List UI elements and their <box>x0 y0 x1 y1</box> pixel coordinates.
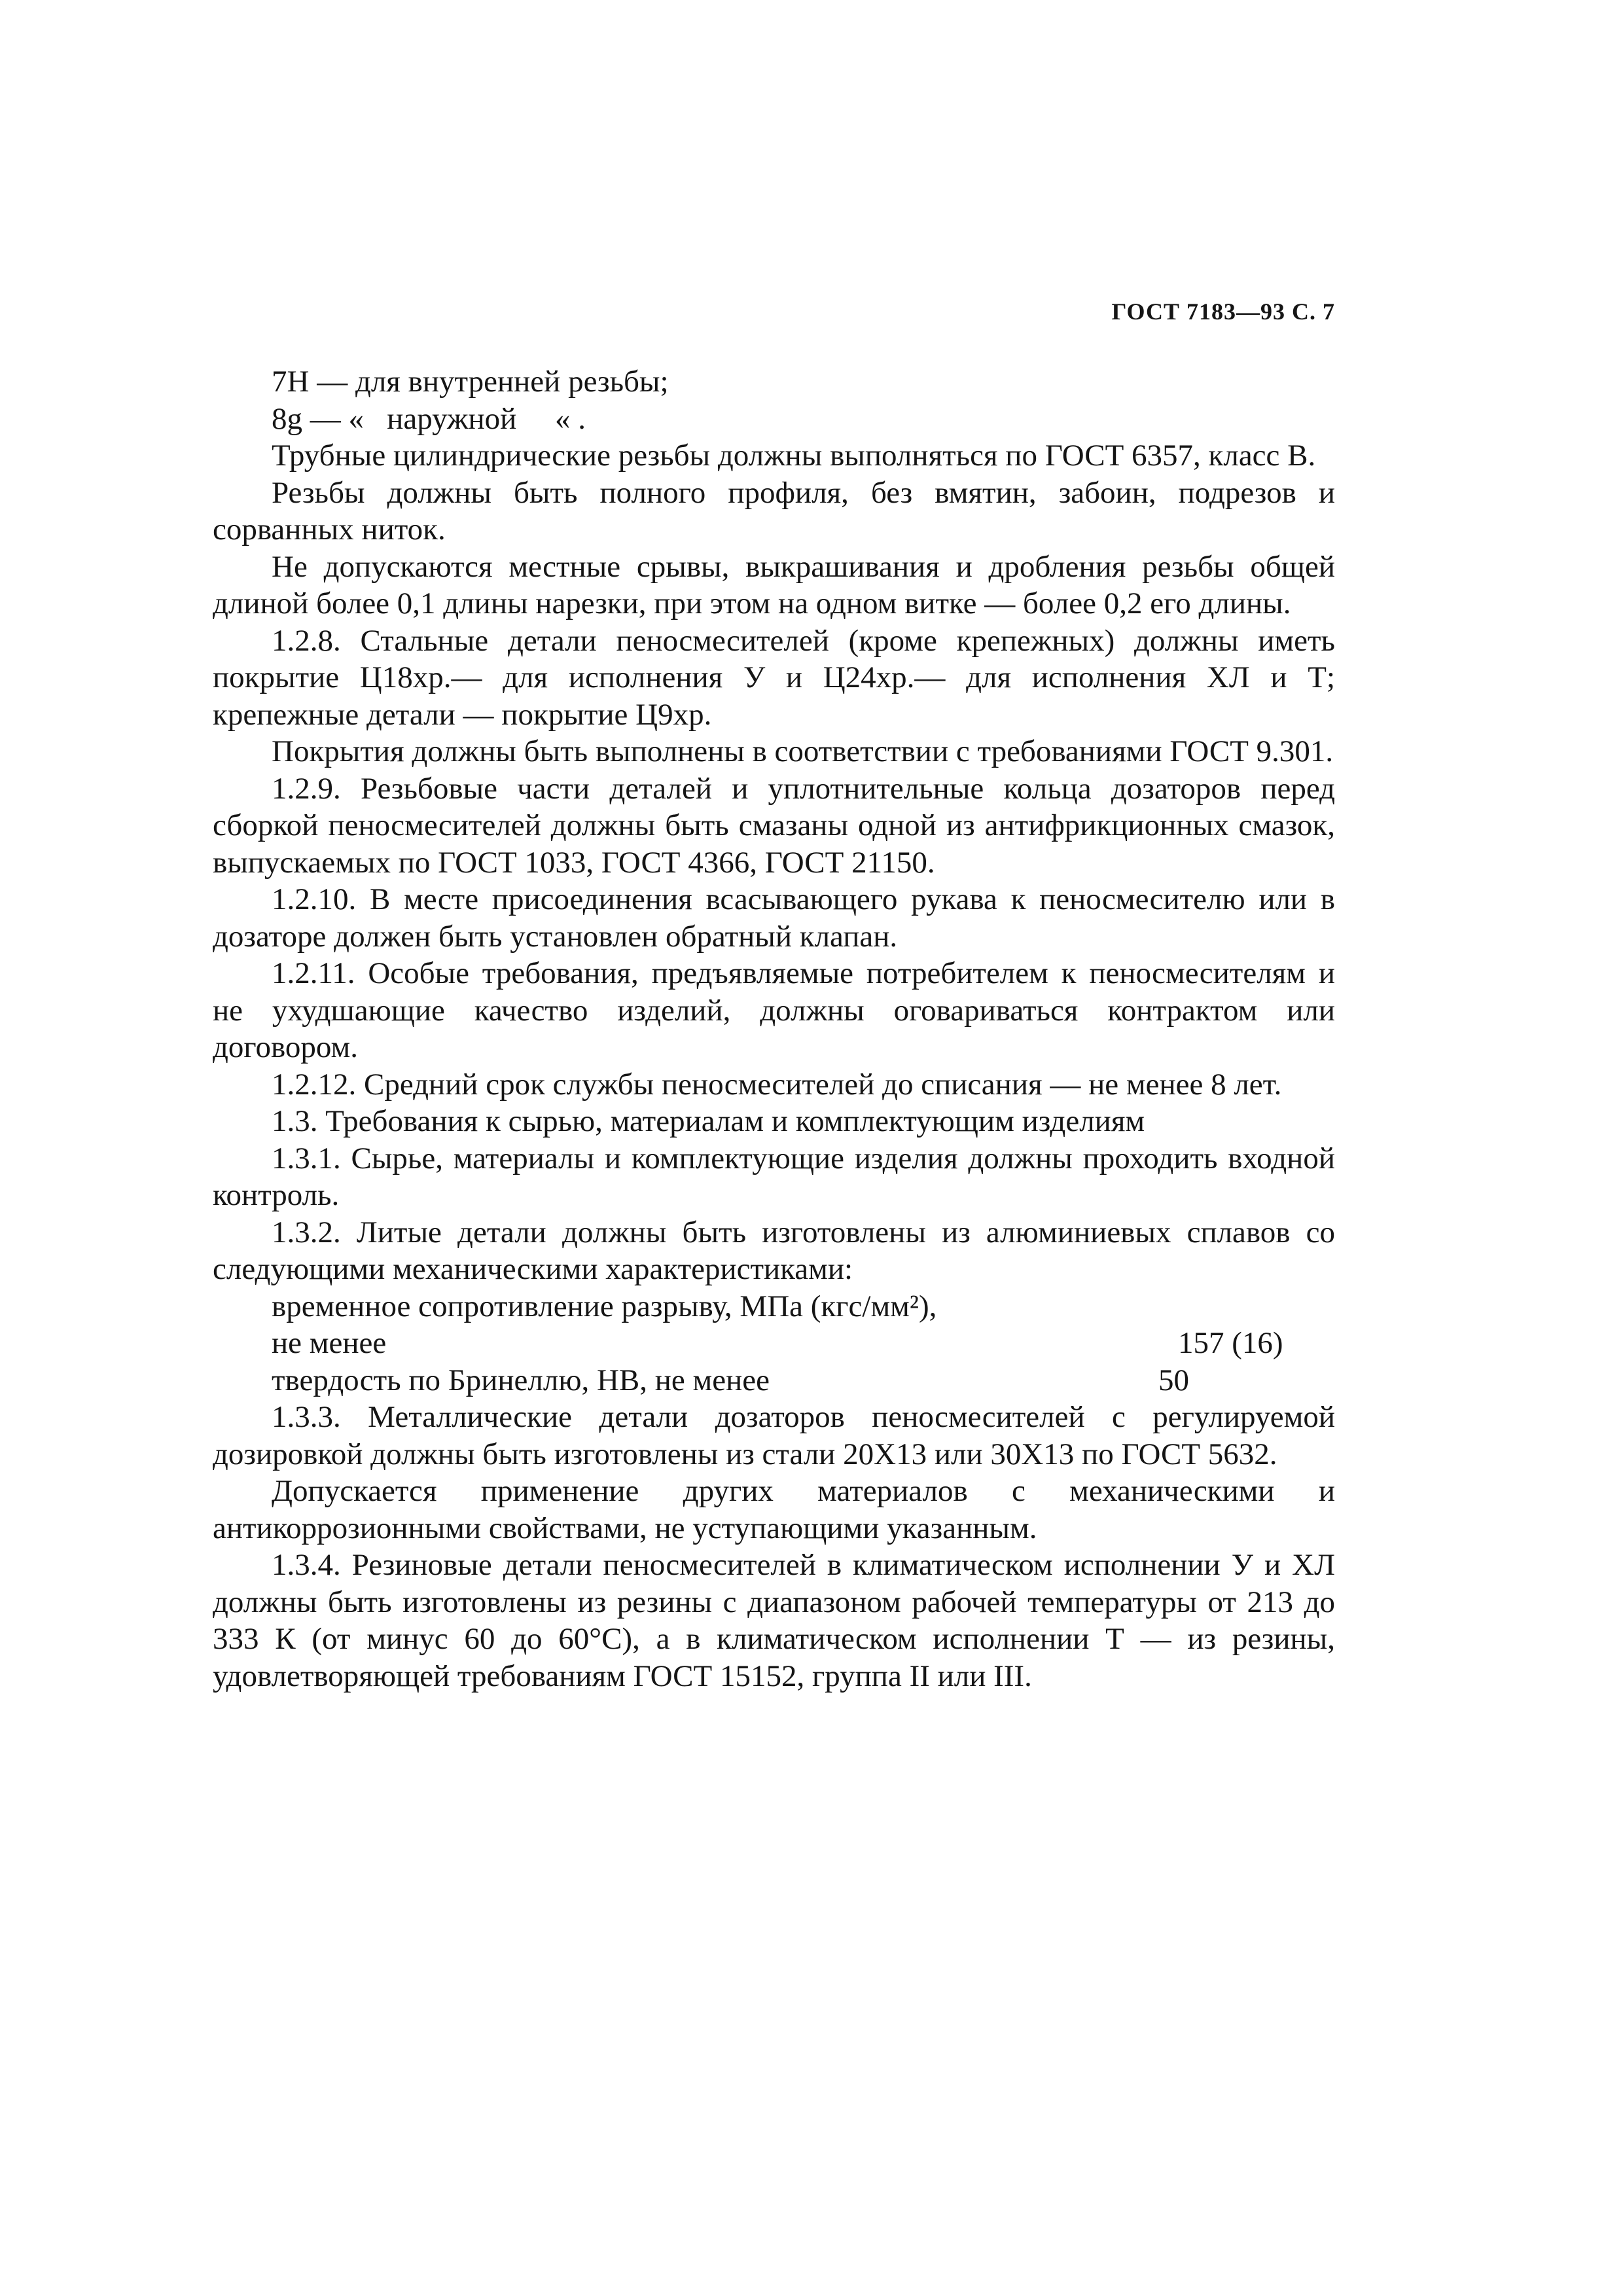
section-heading-1-3: 1.3. Требования к сырью, материалам и комплектующим изделиям <box>272 1104 1145 1138</box>
clause-1-3-1: 1.3.1. Сырье, материалы и комплектующие изделия должны проходить входной контроль. <box>213 1141 1335 1212</box>
clause-1-2-8: 1.2.8. Стальные детали пеносмесителей (кроме крепежных) должны иметь покрытие Ц18хр.— для исполнения У и Ц24хр.— для исполнения ХЛ и Т; крепежные детали — покрытие Ц9хр. <box>213 623 1335 732</box>
clause-1-2-9: 1.2.9. Резьбовые части деталей и уплотнительные кольца дозаторов перед сборкой пеносмесителей должны быть смазаны одной из антифрикционных смазок, выпускаемых по ГОСТ 1033, ГОСТ 4366, ГОСТ 21150. <box>213 771 1335 880</box>
clause-1-3-2: 1.3.2. Литые детали должны быть изготовлены из алюминиевых сплавов со следующими механическими характеристиками: <box>213 1215 1335 1286</box>
clause-1-2-12: 1.2.12. Средний срок службы пеносмесителей до списания — не менее 8 лет. <box>272 1067 1282 1102</box>
property-hardness-row <box>213 1362 1335 1399</box>
clause-1-2-10: 1.2.10. В месте присоединения всасывающего рукава к пеносмесителю или в дозаторе должен быть установлен обратный клапан. <box>213 882 1335 954</box>
property-label: твердость по Бринеллю, НВ, не менее <box>272 1363 770 1397</box>
thread-tolerance-external: 8g — « наружной « . <box>272 401 586 436</box>
property-tensile-strength-label: временное сопротивление разрыву, МПа (кгс/мм²), <box>272 1289 937 1323</box>
clause-1-2-11: 1.2.11. Особые требования, предъявляемые потребителем к пеносмесителям и не ухудшающие качество изделий, должны оговариваться контрактом или договором. <box>213 956 1335 1064</box>
thread-tolerance-internal: 7Н — для внутренней резьбы; <box>272 365 669 399</box>
paragraph: Резьбы должны быть полного профиля, без вмятин, забоин, подрезов и сорванных ниток. <box>213 475 1335 547</box>
paragraph: Допускается применение других материалов с механическими и антикоррозионными свойствами, не уступающими указанным. <box>213 1474 1335 1545</box>
property-value: 157 (16) <box>1178 1326 1283 1360</box>
clause-1-3-3: 1.3.3. Металлические детали дозаторов пеносмесителей с регулируемой дозировкой должны быть изготовлены из стали 20Х13 или 30Х13 по ГОСТ 5632. <box>213 1400 1335 1471</box>
paragraph: Покрытия должны быть выполнены в соответствии с требованиями ГОСТ 9.301. <box>272 734 1334 768</box>
paragraph: Не допускаются местные срывы, выкрашивания и дробления резьбы общей длиной более 0,1 длины нарезки, при этом на одном витке — более 0,2 его длины. <box>213 549 1335 620</box>
clause-1-3-4: 1.3.4. Резиновые детали пеносмесителей в климатическом исполнении У и ХЛ должны быть изготовлены из резины с диапазоном рабочей температуры от 213 до 333 К (от минус 60 до 60°С), а в климатическом исполнении Т — из резины, удовлетворяющей требованиям ГОСТ 15152, группа II или III. <box>213 1548 1335 1693</box>
property-label: не менее <box>272 1326 387 1360</box>
property-tensile-strength-row <box>213 1325 1335 1362</box>
property-value: 50 <box>1158 1363 1189 1397</box>
paragraph: Трубные цилиндрические резьбы должны выполняться по ГОСТ 6357, класс В. <box>272 439 1316 473</box>
page-header: ГОСТ 7183—93 С. 7 <box>1111 298 1335 325</box>
document-body <box>213 363 1335 1695</box>
